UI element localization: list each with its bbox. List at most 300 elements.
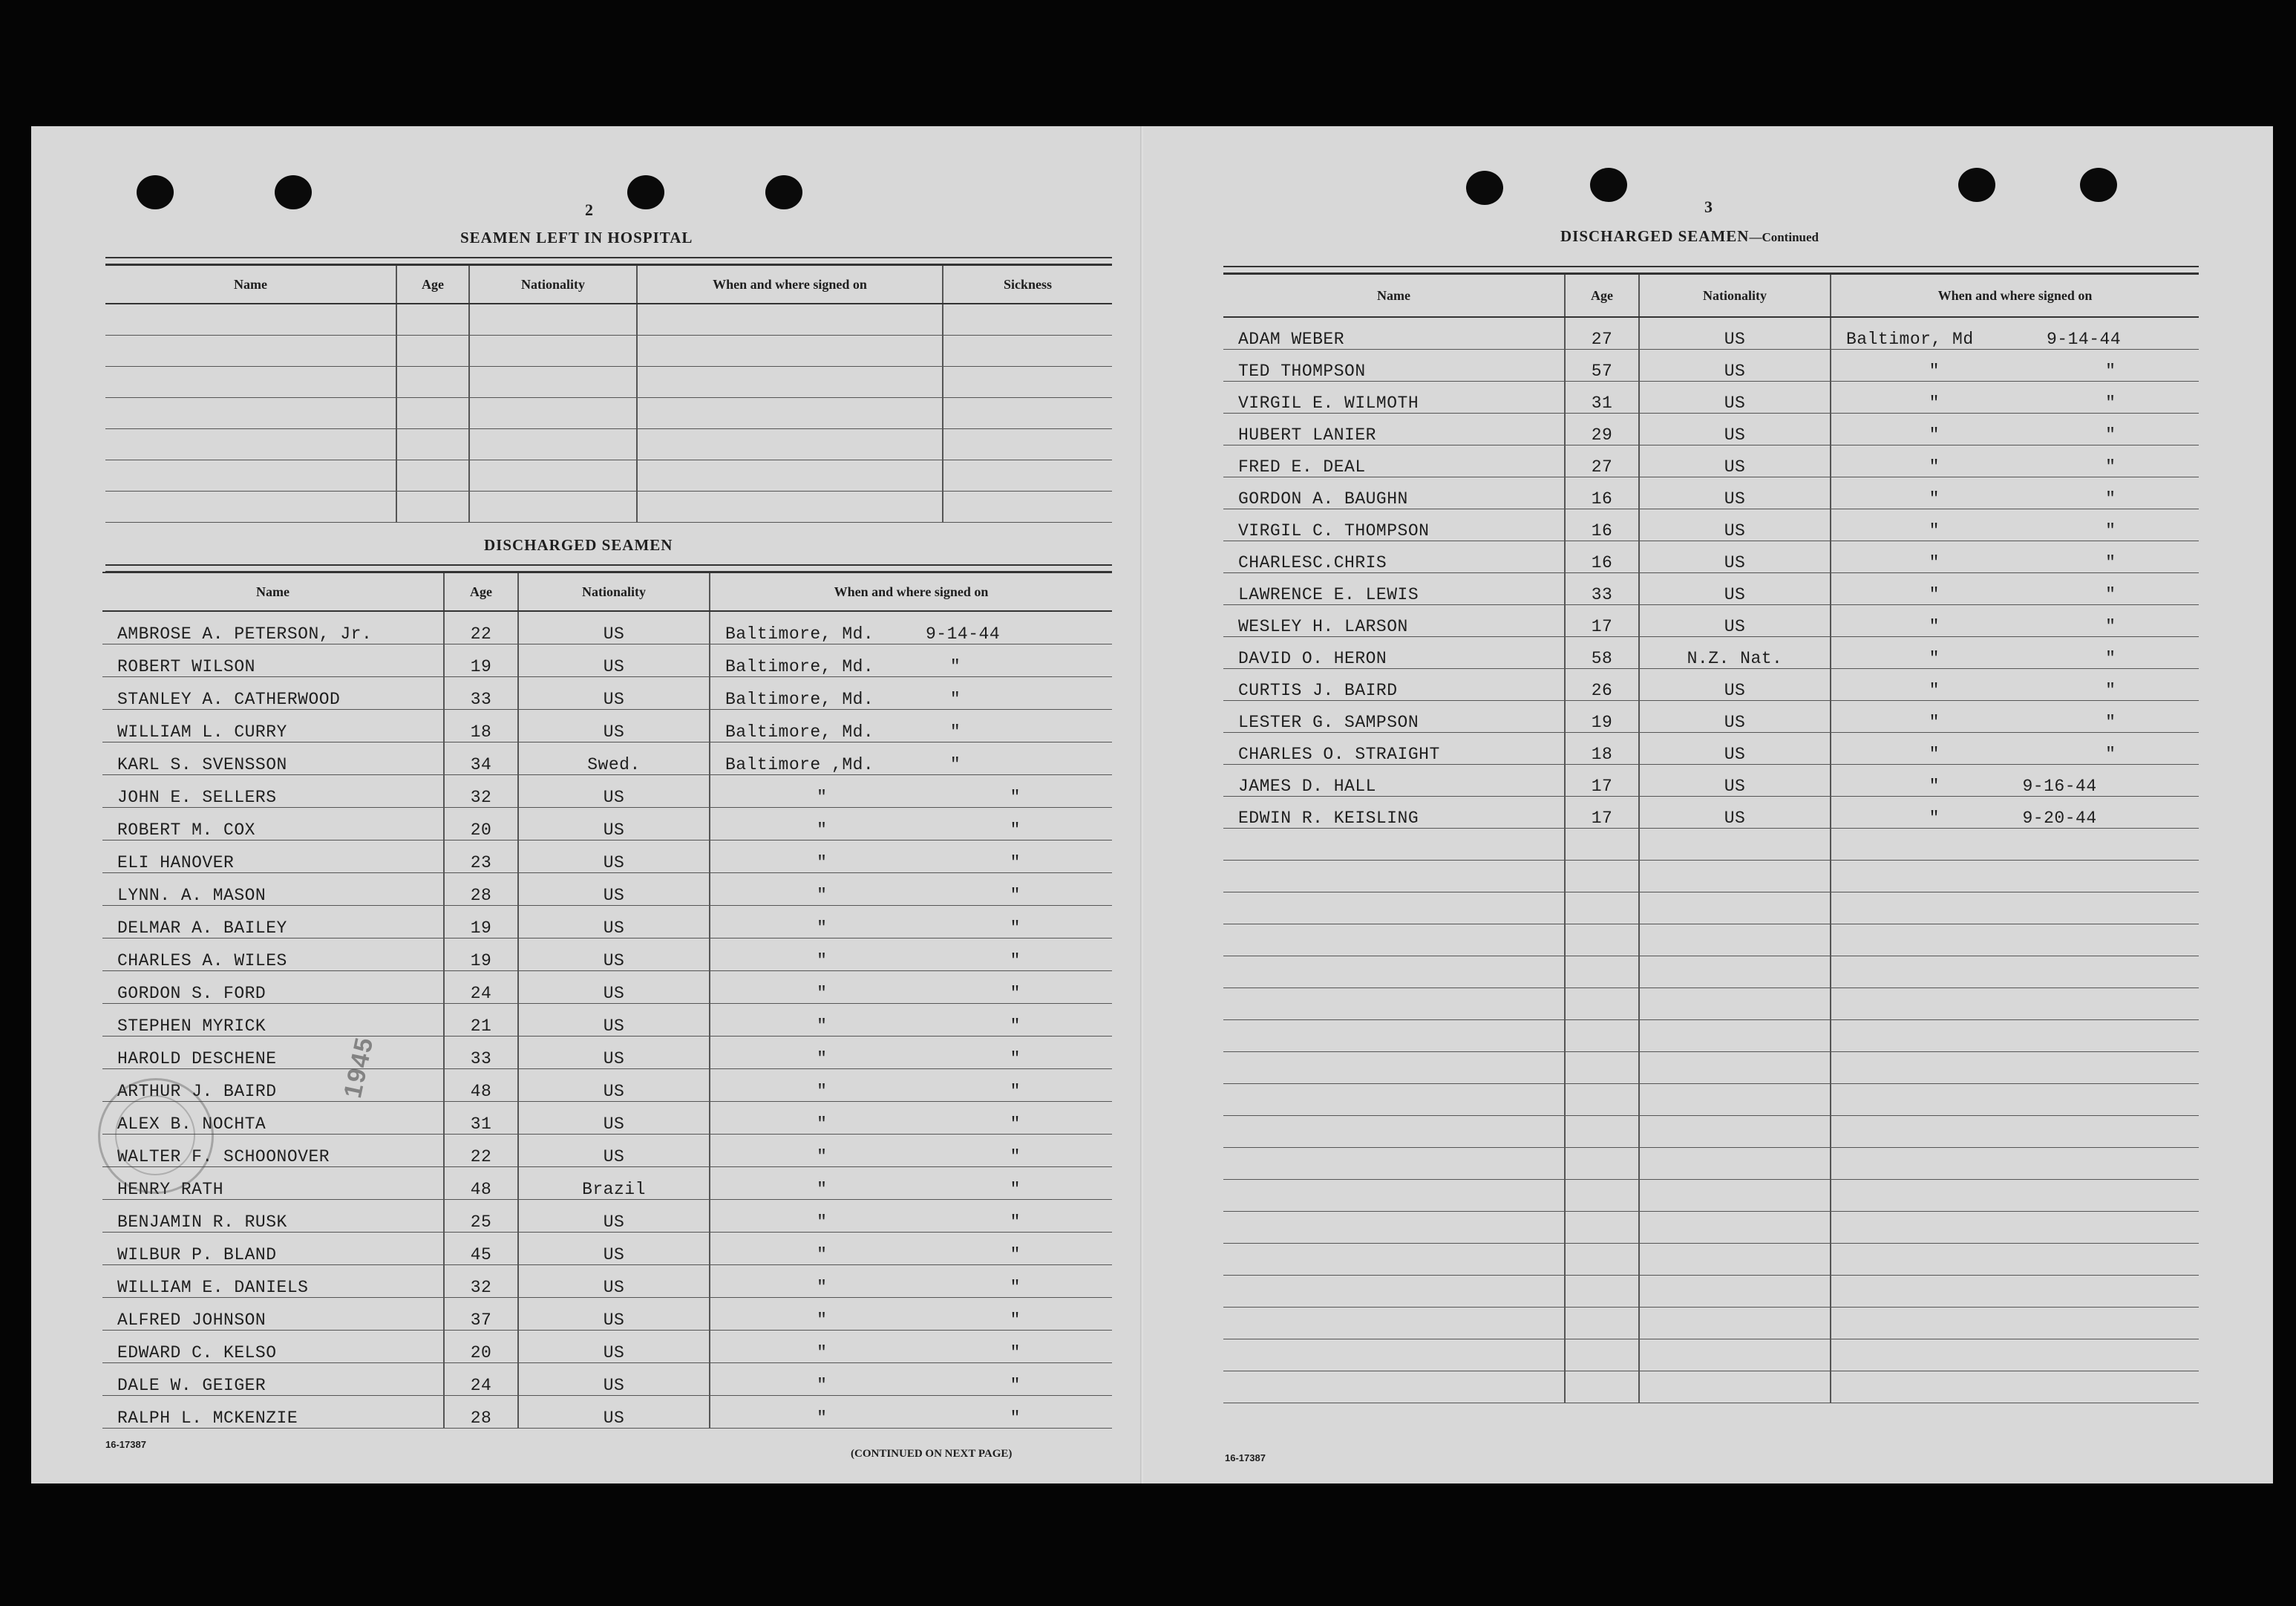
- cell-signed-on: [637, 366, 943, 397]
- signed-on-date: ": [1010, 918, 1021, 938]
- table-row: [1223, 1211, 2199, 1243]
- signed-on-cell: [1831, 541, 2199, 572]
- seaman-name: [1223, 1339, 1565, 1371]
- continued-note: (CONTINUED ON NEXT PAGE): [851, 1448, 1013, 1460]
- discharged-continued-table: [1223, 273, 2199, 1403]
- seaman-nationality: US: [1639, 541, 1831, 572]
- seaman-nationality: US: [1639, 509, 1831, 541]
- table-row: [102, 1199, 1112, 1232]
- seaman-age: 34: [444, 742, 518, 774]
- table-row: [1223, 828, 2199, 860]
- seaman-name: KARL S. SVENSSON: [102, 742, 444, 774]
- signed-on-place: ": [817, 1408, 828, 1428]
- form-number: 16-17387: [105, 1439, 146, 1450]
- seaman-nationality: US: [518, 1036, 710, 1068]
- signed-on-date: ": [1010, 950, 1021, 970]
- table-row: [1223, 445, 2199, 477]
- table-row: [1223, 1371, 2199, 1403]
- table-row: [102, 676, 1112, 709]
- seaman-name: VIRGIL E. WILMOTH: [1223, 381, 1565, 413]
- seaman-age: 31: [1565, 381, 1639, 413]
- cell-nationality: [469, 366, 637, 397]
- seaman-nationality: US: [518, 1101, 710, 1134]
- seaman-nationality: N.Z. Nat.: [1639, 636, 1831, 668]
- cell-age: [396, 335, 469, 366]
- seaman-nationality: [1639, 1019, 1831, 1051]
- signed-on-cell: [710, 1134, 1112, 1166]
- table-row: [102, 709, 1112, 742]
- official-stamp: [98, 1078, 214, 1194]
- signed-on-place: ": [817, 1212, 828, 1232]
- seaman-name: [1223, 1115, 1565, 1147]
- seaman-nationality: [1639, 924, 1831, 956]
- seaman-age: [1565, 988, 1639, 1019]
- signed-on-date: ": [2105, 680, 2116, 700]
- table-row: [102, 938, 1112, 970]
- cell-name: [105, 335, 396, 366]
- seaman-age: 16: [1565, 509, 1639, 541]
- signed-on-date: 9-14-44: [2047, 329, 2122, 349]
- signed-on-cell: [1831, 1147, 2199, 1179]
- right-page: [1143, 126, 2273, 1483]
- seaman-nationality: US: [1639, 764, 1831, 796]
- signed-on-place: ": [817, 1016, 828, 1036]
- signed-on-cell: [710, 807, 1112, 840]
- seaman-name: CHARLES A. WILES: [102, 938, 444, 970]
- seaman-nationality: US: [518, 774, 710, 807]
- seaman-nationality: US: [518, 1362, 710, 1395]
- seaman-age: 32: [444, 1264, 518, 1297]
- seaman-age: 16: [1565, 541, 1639, 572]
- table-row: [105, 397, 1112, 428]
- table-row: [102, 1101, 1112, 1134]
- seaman-name: TED THOMPSON: [1223, 349, 1565, 381]
- table-row: [102, 1362, 1112, 1395]
- signed-on-cell: [710, 1068, 1112, 1101]
- signed-on-place: ": [1929, 520, 1940, 541]
- signed-on-cell: [1831, 764, 2199, 796]
- signed-on-date: ": [949, 656, 961, 676]
- signed-on-cell: [710, 1330, 1112, 1362]
- table-row: [1223, 1115, 2199, 1147]
- seaman-age: [1565, 1243, 1639, 1275]
- seaman-name: WESLEY H. LARSON: [1223, 604, 1565, 636]
- seaman-age: 33: [444, 1036, 518, 1068]
- seaman-age: 19: [444, 644, 518, 676]
- seaman-age: [1565, 1211, 1639, 1243]
- seaman-name: ELI HANOVER: [102, 840, 444, 872]
- signed-on-cell: [1831, 1051, 2199, 1083]
- signed-on-place: ": [1929, 584, 1940, 604]
- table-row: [1223, 572, 2199, 604]
- signed-on-cell: [1831, 1371, 2199, 1403]
- signed-on-place: ": [817, 918, 828, 938]
- cell-age: [396, 397, 469, 428]
- seaman-name: DALE W. GEIGER: [102, 1362, 444, 1395]
- table-row: [1223, 860, 2199, 892]
- signed-on-cell: [1831, 1083, 2199, 1115]
- signed-on-place: ": [1929, 457, 1940, 477]
- signed-on-cell: [710, 644, 1112, 676]
- signed-on-place: ": [817, 1244, 828, 1264]
- signed-on-date: ": [2105, 584, 2116, 604]
- signed-on-place: ": [1929, 393, 1940, 413]
- seaman-age: 58: [1565, 636, 1639, 668]
- seaman-nationality: US: [518, 1264, 710, 1297]
- seaman-name: DELMAR A. BAILEY: [102, 905, 444, 938]
- page-number: 3: [1704, 198, 1713, 216]
- seaman-nationality: US: [1639, 381, 1831, 413]
- seaman-age: [1565, 892, 1639, 924]
- seaman-name: WILLIAM E. DANIELS: [102, 1264, 444, 1297]
- seaman-nationality: [1639, 828, 1831, 860]
- signed-on-date: ": [1010, 787, 1021, 807]
- seaman-name: ADAM WEBER: [1223, 317, 1565, 349]
- table-row: [102, 611, 1112, 644]
- seaman-nationality: [1639, 988, 1831, 1019]
- signed-on-cell: [710, 970, 1112, 1003]
- signed-on-cell: [1831, 477, 2199, 509]
- table-row: [1223, 892, 2199, 924]
- table-row: [1223, 1339, 2199, 1371]
- signed-on-cell: [1831, 956, 2199, 988]
- punch-hole: [2080, 168, 2117, 202]
- signed-on-date: ": [1010, 1179, 1021, 1199]
- table-row: [102, 1003, 1112, 1036]
- table-row: [1223, 700, 2199, 732]
- signed-on-date: 9-14-44: [926, 624, 1001, 644]
- signed-on-cell: [1831, 509, 2199, 541]
- table-row: [102, 1395, 1112, 1428]
- seaman-name: STANLEY A. CATHERWOOD: [102, 676, 444, 709]
- seaman-age: [1565, 1275, 1639, 1307]
- seaman-age: [1565, 860, 1639, 892]
- column-header-age: Age: [444, 572, 518, 611]
- seaman-age: [1565, 1019, 1639, 1051]
- seaman-nationality: [1639, 1147, 1831, 1179]
- page-number: 2: [585, 200, 593, 219]
- signed-on-place: ": [817, 1277, 828, 1297]
- seaman-age: [1565, 1339, 1639, 1371]
- seaman-nationality: US: [518, 840, 710, 872]
- seaman-nationality: [1639, 1211, 1831, 1243]
- seaman-age: [1565, 1051, 1639, 1083]
- signed-on-cell: [1831, 988, 2199, 1019]
- cell-sickness: [943, 366, 1112, 397]
- seaman-name: RALPH L. MCKENZIE: [102, 1395, 444, 1428]
- seaman-nationality: US: [518, 872, 710, 905]
- cell-sickness: [943, 335, 1112, 366]
- signed-on-place: ": [817, 852, 828, 872]
- signed-on-date: ": [1010, 1408, 1021, 1428]
- seaman-nationality: US: [518, 1395, 710, 1428]
- seaman-name: [1223, 988, 1565, 1019]
- seaman-age: [1565, 1179, 1639, 1211]
- seaman-nationality: [1639, 1051, 1831, 1083]
- signed-on-place: ": [817, 1310, 828, 1330]
- signed-on-place: ": [817, 1114, 828, 1134]
- signed-on-cell: [1831, 445, 2199, 477]
- discharged-continued-title: DISCHARGED SEAMEN—Continued: [1560, 227, 1819, 245]
- signed-on-cell: [710, 1199, 1112, 1232]
- signed-on-date: ": [2105, 361, 2116, 381]
- table-row: [102, 1297, 1112, 1330]
- seaman-name: ARTHUR J. BAIRD: [102, 1068, 444, 1101]
- signed-on-place: Baltimore, Md.: [725, 722, 874, 742]
- signed-on-place: ": [1929, 648, 1940, 668]
- table-row: [1223, 317, 2199, 349]
- signed-on-cell: [1831, 700, 2199, 732]
- seaman-nationality: US: [518, 676, 710, 709]
- cell-name: [105, 460, 396, 491]
- seaman-name: ALFRED JOHNSON: [102, 1297, 444, 1330]
- signed-on-place: ": [817, 1048, 828, 1068]
- signed-on-cell: [1831, 604, 2199, 636]
- table-row: [102, 644, 1112, 676]
- table-row: [102, 1068, 1112, 1101]
- seaman-age: [1565, 1307, 1639, 1339]
- table-row: [1223, 1147, 2199, 1179]
- seaman-name: [1223, 1179, 1565, 1211]
- signed-on-cell: [710, 1036, 1112, 1068]
- signed-on-place: Baltimore ,Md.: [725, 754, 874, 774]
- title-suffix: —Continued: [1749, 230, 1819, 244]
- signed-on-cell: [710, 1101, 1112, 1134]
- table-row: [1223, 636, 2199, 668]
- signed-on-date: ": [1010, 852, 1021, 872]
- seaman-age: [1565, 1371, 1639, 1403]
- seaman-nationality: US: [518, 1297, 710, 1330]
- seaman-nationality: [1639, 956, 1831, 988]
- signed-on-cell: [1831, 1243, 2199, 1275]
- seaman-name: [1223, 1243, 1565, 1275]
- seaman-name: ROBERT WILSON: [102, 644, 444, 676]
- table-row: [102, 774, 1112, 807]
- signed-on-cell: [1831, 1115, 2199, 1147]
- seaman-name: [1223, 1147, 1565, 1179]
- seaman-age: 48: [444, 1166, 518, 1199]
- seaman-name: [1223, 1275, 1565, 1307]
- column-header-name: Name: [105, 265, 396, 304]
- signed-on-date: ": [1010, 1342, 1021, 1362]
- signed-on-place: ": [1929, 489, 1940, 509]
- signed-on-place: ": [817, 950, 828, 970]
- signed-on-cell: [1831, 732, 2199, 764]
- seaman-nationality: [1639, 860, 1831, 892]
- punch-hole: [1958, 168, 1995, 202]
- signed-on-cell: [710, 905, 1112, 938]
- signed-on-date: ": [2105, 648, 2116, 668]
- signed-on-place: ": [817, 1342, 828, 1362]
- signed-on-date: ": [1010, 1048, 1021, 1068]
- cell-signed-on: [637, 460, 943, 491]
- signed-on-date: ": [1010, 1081, 1021, 1101]
- signed-on-cell: [710, 1003, 1112, 1036]
- signed-on-place: ": [817, 820, 828, 840]
- seaman-name: CURTIS J. BAIRD: [1223, 668, 1565, 700]
- seaman-nationality: US: [518, 807, 710, 840]
- signed-on-place: ": [1929, 712, 1940, 732]
- signed-on-cell: [710, 611, 1112, 644]
- seaman-age: 31: [444, 1101, 518, 1134]
- cell-name: [105, 366, 396, 397]
- punch-hole: [275, 175, 312, 209]
- seaman-age: 19: [444, 938, 518, 970]
- seaman-name: BENJAMIN R. RUSK: [102, 1199, 444, 1232]
- seaman-name: WILLIAM L. CURRY: [102, 709, 444, 742]
- seaman-nationality: US: [518, 644, 710, 676]
- seaman-nationality: Swed.: [518, 742, 710, 774]
- punch-hole: [765, 175, 802, 209]
- table-row: [1223, 1275, 2199, 1307]
- seaman-age: 17: [1565, 604, 1639, 636]
- signed-on-place: ": [1929, 616, 1940, 636]
- seaman-name: LYNN. A. MASON: [102, 872, 444, 905]
- signed-on-date: ": [2105, 393, 2116, 413]
- seaman-age: 28: [444, 1395, 518, 1428]
- table-row: [1223, 413, 2199, 445]
- punch-hole: [1590, 168, 1627, 202]
- signed-on-date: ": [1010, 1375, 1021, 1395]
- signed-on-date: ": [1010, 1277, 1021, 1297]
- cell-signed-on: [637, 304, 943, 335]
- signed-on-date: ": [2105, 425, 2116, 445]
- table-row: [105, 304, 1112, 335]
- cell-nationality: [469, 491, 637, 522]
- seaman-age: 17: [1565, 764, 1639, 796]
- seaman-age: 19: [1565, 700, 1639, 732]
- form-number: 16-17387: [1225, 1452, 1266, 1463]
- signed-on-cell: [1831, 1275, 2199, 1307]
- signed-on-cell: [1831, 1307, 2199, 1339]
- signed-on-date: 9-20-44: [2022, 808, 2097, 828]
- signed-on-date: ": [2105, 520, 2116, 541]
- discharged-table: [102, 572, 1112, 1429]
- signed-on-cell: [1831, 1339, 2199, 1371]
- signed-on-date: ": [1010, 1244, 1021, 1264]
- cell-nationality: [469, 397, 637, 428]
- seaman-age: [1565, 1147, 1639, 1179]
- table-row: [102, 970, 1112, 1003]
- table-row: [1223, 732, 2199, 764]
- seaman-name: ROBERT M. COX: [102, 807, 444, 840]
- seaman-age: 16: [1565, 477, 1639, 509]
- cell-sickness: [943, 460, 1112, 491]
- table-row: [1223, 381, 2199, 413]
- seaman-age: 25: [444, 1199, 518, 1232]
- seaman-age: 33: [444, 676, 518, 709]
- seaman-nationality: [1639, 1275, 1831, 1307]
- seaman-age: 57: [1565, 349, 1639, 381]
- seaman-name: HUBERT LANIER: [1223, 413, 1565, 445]
- seaman-name: LAWRENCE E. LEWIS: [1223, 572, 1565, 604]
- seaman-name: WALTER F. SCHOONOVER: [102, 1134, 444, 1166]
- signed-on-date: ": [1010, 1310, 1021, 1330]
- signed-on-date: ": [949, 689, 961, 709]
- seaman-nationality: US: [518, 1003, 710, 1036]
- cell-sickness: [943, 397, 1112, 428]
- seaman-nationality: US: [518, 1134, 710, 1166]
- punch-hole: [627, 175, 664, 209]
- seaman-nationality: US: [518, 709, 710, 742]
- seaman-age: 48: [444, 1068, 518, 1101]
- seaman-age: 37: [444, 1297, 518, 1330]
- seaman-name: LESTER G. SAMPSON: [1223, 700, 1565, 732]
- column-header-signed-on: When and where signed on: [1831, 274, 2199, 317]
- seaman-age: 22: [444, 1134, 518, 1166]
- seaman-nationality: US: [1639, 572, 1831, 604]
- column-header-signed-on: When and where signed on: [710, 572, 1112, 611]
- table-row: [1223, 509, 2199, 541]
- seaman-nationality: Brazil: [518, 1166, 710, 1199]
- seaman-name: EDWIN R. KEISLING: [1223, 796, 1565, 828]
- signed-on-place: ": [817, 983, 828, 1003]
- seaman-age: 18: [444, 709, 518, 742]
- cell-signed-on: [637, 397, 943, 428]
- cell-age: [396, 304, 469, 335]
- signed-on-place: ": [817, 885, 828, 905]
- signed-on-cell: [710, 1232, 1112, 1264]
- signed-on-place: ": [1929, 680, 1940, 700]
- column-header-name: Name: [102, 572, 444, 611]
- table-row: [102, 872, 1112, 905]
- signed-on-date: ": [2105, 616, 2116, 636]
- table-row: [1223, 1179, 2199, 1211]
- seaman-age: 19: [444, 905, 518, 938]
- seaman-name: [1223, 1307, 1565, 1339]
- column-header-name: Name: [1223, 274, 1565, 317]
- seaman-nationality: US: [1639, 413, 1831, 445]
- signed-on-date: ": [1010, 983, 1021, 1003]
- table-row: [102, 742, 1112, 774]
- seaman-nationality: US: [518, 1232, 710, 1264]
- seaman-age: 24: [444, 970, 518, 1003]
- seaman-nationality: US: [518, 1068, 710, 1101]
- cell-name: [105, 304, 396, 335]
- cell-name: [105, 491, 396, 522]
- table-row: [105, 366, 1112, 397]
- left-page: [31, 126, 1143, 1483]
- seaman-age: 24: [444, 1362, 518, 1395]
- signed-on-date: ": [1010, 1114, 1021, 1134]
- signed-on-cell: [1831, 572, 2199, 604]
- signed-on-cell: [1831, 796, 2199, 828]
- signed-on-place: ": [1929, 361, 1940, 381]
- seaman-name: CHARLES O. STRAIGHT: [1223, 732, 1565, 764]
- seaman-nationality: US: [518, 938, 710, 970]
- seaman-nationality: US: [518, 1330, 710, 1362]
- seaman-name: FRED E. DEAL: [1223, 445, 1565, 477]
- signed-on-date: ": [2105, 489, 2116, 509]
- signed-on-cell: [1831, 381, 2199, 413]
- signed-on-place: ": [817, 1081, 828, 1101]
- table-row: [1223, 1019, 2199, 1051]
- column-header-age: Age: [396, 265, 469, 304]
- signed-on-cell: [710, 774, 1112, 807]
- signed-on-cell: [710, 840, 1112, 872]
- table-row: [1223, 349, 2199, 381]
- signed-on-place: ": [817, 1375, 828, 1395]
- table-row: [1223, 1083, 2199, 1115]
- seaman-nationality: US: [1639, 349, 1831, 381]
- column-header-nationality: Nationality: [1639, 274, 1831, 317]
- seaman-name: JAMES D. HALL: [1223, 764, 1565, 796]
- cell-nationality: [469, 335, 637, 366]
- seaman-nationality: [1639, 1243, 1831, 1275]
- seaman-nationality: US: [1639, 445, 1831, 477]
- signed-on-date: ": [1010, 1146, 1021, 1166]
- signed-on-cell: [710, 742, 1112, 774]
